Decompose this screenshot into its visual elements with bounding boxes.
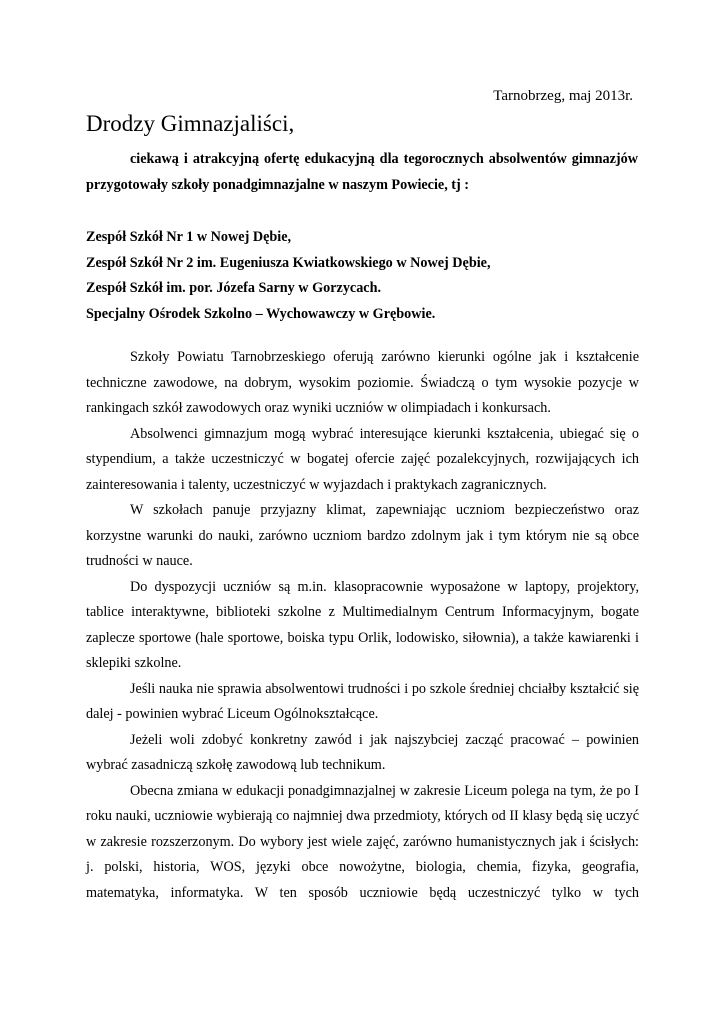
body-paragraph: W szkołach panuje przyjazny klimat, zapewniając uczniom bezpieczeństwo oraz korzystne warunki do nauki, zarówno uczniom bardzo zdolnym jak i tym którym nie są obce trudności w nauce.	[86, 502, 639, 569]
school-item: Zespół Szkół Nr 2 im. Eugeniusza Kwiatkowskiego w Nowej Dębie,	[86, 254, 491, 271]
school-item: Specjalny Ośrodek Szkolno – Wychowawczy w Grębowie.	[86, 305, 436, 322]
school-item: Zespół Szkół im. por. Józefa Sarny w Gorzycach.	[86, 280, 382, 296]
school-item: Zespół Szkół Nr 1 w Nowej Dębie,	[86, 229, 292, 245]
body-paragraph: Jeśli nauka nie sprawia absolwentowi trudności i po szkole średniej chciałby kształcić się dalej - powinien wybrać Liceum Ogólnokształcące.	[86, 680, 639, 722]
intro-paragraph: ciekawą i atrakcyjną ofertę edukacyjną dla tegorocznych absolwentów gimnazjów przygotowały szkoły ponadgimnazjalne w naszym Powiecie, tj :	[86, 151, 638, 193]
letter-date: Tarnobrzeg, maj 2013r.	[493, 88, 633, 104]
body-paragraph: Obecna zmiana w edukacji ponadgimnazjalnej w zakresie Liceum polega na tym, że po I roku nauki, uczniowie wybierają co najmniej dwa przedmioty, których od II klasy będą się uczyć w zakresie rozszerzonym. Do wybory jest wiele zajęć, zarówno humanistycznych jak i ścisłych: j. polski, historia, WOS, języki obce nowożytne, biologia, chemia, fizyka, geografia, matematyka, informatyka. W ten sposób uczniowie będą uczestniczyć tylko w tych	[86, 782, 639, 901]
body-paragraph: Do dyspozycji uczniów są m.in. klasopracownie wyposażone w laptopy, projektory, tablice interaktywne, biblioteki szkolne z Multimedialnym Centrum Informacyjnym, bogate zaplecze sportowe (hale sportowe, boiska typu Orlik, lodowisko, siłownia), a także kawiarenki i sklepiki szkolne.	[86, 578, 639, 671]
schools-list	[86, 225, 646, 327]
body-paragraph: Szkoły Powiatu Tarnobrzeskiego oferują zarówno kierunki ogólne jak i kształcenie techniczne zawodowe, na dobrym, wysokim poziomie. Świadczą o tym wysokie pozycje w rankingach szkół zawodowych oraz wyniki uczniów w olimpiadach i konkursach.	[86, 349, 639, 416]
body-paragraph: Absolwenci gimnazjum mogą wybrać interesujące kierunki kształcenia, ubiegać się o stypendium, a także uczestniczyć w bogatej ofercie zajęć pozalekcyjnych, rozwijających ich zainteresowania i talenty, uczestniczyć w wyjazdach i praktykach zagranicznych.	[86, 425, 639, 493]
salutation-heading: Drodzy Gimnazjaliści,	[86, 111, 295, 136]
body-paragraph: Jeżeli woli zdobyć konkretny zawód i jak najszybciej zacząć pracować – powinien wybrać zasadniczą szkołę zawodową lub technikum.	[86, 731, 639, 773]
letter-body	[86, 345, 639, 906]
